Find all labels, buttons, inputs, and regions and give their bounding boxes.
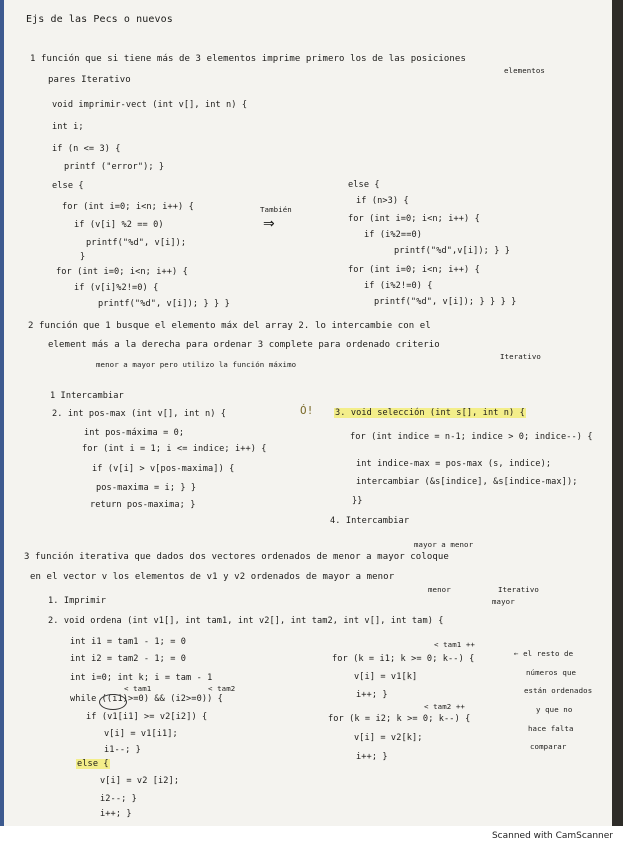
ex3-code-line: i1--; } [104, 745, 141, 755]
ex2-sel-code-line: intercambiar (&s[indice], &s[indice-max]); [356, 477, 578, 487]
ex2-statement-line-3: menor a mayor pero utilizo la función máximo [96, 360, 297, 369]
ex1-code-line: int i; [52, 122, 84, 132]
ex2-step-1: 1 Intercambiar [50, 391, 124, 401]
ex1-code-line: for (int i=0; i<n; i++) { [62, 202, 194, 212]
ex3-rest-code-line: for (k = i2; k >= 0; k--) { [328, 714, 471, 724]
ex2-code-line: for (int i = 1; i <= indice; i++) { [82, 444, 267, 454]
ex3-rest-code-line: for (k = i1; k >= 0; k--) { [332, 654, 475, 664]
ex3-code-line: i++; } [100, 809, 132, 819]
ex1-code-line: if (v[i]%2!=0) { [74, 283, 159, 293]
ex3-side-note: números que [526, 668, 577, 677]
ex3-side-note: hace falta [528, 724, 574, 733]
ex1-code-line: printf("%d", v[i]); [86, 238, 187, 248]
ex2-code-line: return pos-maxima; } [90, 500, 196, 510]
ex3-code-line: v[i] = v2 [i2]; [100, 776, 180, 786]
notebook-binding-edge [612, 0, 623, 826]
ex3-code-line: else { [77, 759, 109, 769]
ex1-note-elementos: elementos [504, 66, 545, 75]
ex2-sel-code-line: for (int indice = n-1; indice > 0; indice--) { [350, 432, 593, 442]
ex3-note-menor: menor [428, 585, 451, 594]
ex2-statement-line-1: 2 función que 1 busque el elemento máx del array 2. lo intercambie con el [28, 321, 431, 331]
ex3-code-line: while ((i1)>=0) && (i2>=0)) { [70, 694, 223, 704]
scanner-footer [0, 826, 623, 848]
ex2-iterativo-note: Iterativo [500, 352, 541, 361]
ex3-side-note: están ordenados [524, 686, 593, 695]
doodle-mark: Ó! [300, 404, 314, 417]
ex3-side-note: ← el resto de [514, 649, 574, 658]
ex3-statement-line-1: 3 función iterativa que dados dos vectores ordenados de menor a mayor coloque [24, 552, 449, 562]
ex1-code-line: for (int i=0; i<n; i++) { [56, 267, 188, 277]
ex1-alt-code-line: for (int i=0; i<n; i++) { [348, 265, 480, 275]
ex2-statement-line-2: element más a la derecha para ordenar 3 complete para ordenado criterio [48, 340, 440, 350]
ex1-code-line: if (v[i] %2 == 0) [74, 220, 164, 230]
ex3-code-line: int i2 = tam2 - 1; = 0 [70, 654, 187, 664]
ex3-rest-code-line: v[i] = v2[k]; [354, 733, 423, 743]
ex3-signature: 2. void ordena (int v1[], int tam1, int v2[], int tam2, int v[], int tam) { [48, 616, 444, 626]
ex3-code-line: v[i] = v1[i1]; [104, 729, 178, 739]
double-arrow-icon: ⇒ [263, 216, 275, 232]
ex1-code-line: printf("%d", v[i]); } } } [98, 299, 230, 309]
ex1-code-line: } [80, 252, 86, 262]
ex1-tambien-label: También [260, 205, 292, 214]
ex3-note-iterativo: Iterativo [498, 585, 539, 594]
ex1-alt-code-line: if (n>3) { [356, 196, 409, 206]
ex1-code-line: void imprimir-vect (int v[], int n) { [52, 100, 248, 110]
ex3-rest-code-line: i++; } [356, 752, 388, 762]
ex2-sel-code-line: int indice-max = pos-max (s, indice); [356, 459, 552, 469]
ex1-alt-code-line: if (i%2!=0) { [364, 281, 433, 291]
ex1-code-line: if (n <= 3) { [52, 144, 121, 154]
ex3-step-1: 1. Imprimir [48, 596, 107, 606]
ex1-alt-code-line: printf("%d",v[i]); } } [394, 246, 511, 256]
ex2-sel-code-line: }} [352, 496, 363, 506]
ex1-code-line: printf ("error"); } [64, 162, 165, 172]
ex3-side-note: comparar [530, 742, 567, 751]
ex1-alt-code-line: printf("%d", v[i]); } } } } [374, 297, 517, 307]
ex1-alt-code-line: if (i%2==0) [364, 230, 423, 240]
ex3-annotation: < tam1 [124, 684, 152, 693]
ex2-code-line: 2. int pos-max (int v[], int n) { [52, 409, 227, 419]
ex2-code-line: pos-maxima = i; } } [96, 483, 197, 493]
ex3-annotation: < tam2 ++ [424, 702, 465, 711]
ex3-side-note: y que no [536, 705, 573, 714]
ex1-alt-code-line: for (int i=0; i<n; i++) { [348, 214, 480, 224]
ex1-code-line: else { [52, 181, 84, 191]
ex3-code-line: int i=0; int k; i = tam - 1 [70, 673, 213, 683]
ex3-code-line: int i1 = tam1 - 1; = 0 [70, 637, 187, 647]
scanner-watermark-text: Scanned with CamScanner [491, 831, 613, 841]
ex3-annotation: < tam1 ++ [434, 640, 475, 649]
ex1-alt-code-line: else { [348, 180, 380, 190]
ex3-statement-line-2: en el vector v los elementos de v1 y v2 ordenados de mayor a menor [30, 572, 395, 582]
ex3-code-line: i2--; } [100, 794, 137, 804]
page-title: Ejs de las Pecs o nuevos [26, 14, 173, 25]
ex2-sel-code-line: 4. Intercambiar [330, 516, 410, 526]
ex3-rest-code-line: i++; } [356, 690, 388, 700]
ex1-statement-line-2: pares Iterativo [48, 75, 131, 85]
ex3-code-line: if (v1[i1] >= v2[i2]) { [86, 712, 208, 722]
ex1-statement-line-1: 1 función que si tiene más de 3 elementos imprime primero los de las posiciones [30, 54, 466, 64]
ex3-annotation: < tam2 [208, 684, 236, 693]
ex3-rest-code-line: v[i] = v1[k] [354, 672, 418, 682]
ex2-code-line: if (v[i] > v[pos-maxima]) { [92, 464, 235, 474]
ex3-note-mayor: mayor [492, 597, 515, 606]
circle-mark [99, 694, 127, 710]
ex2-sel-code-line: 3. void selección (int s[], int n) { [335, 408, 525, 418]
ex2-code-line: int pos-máxima = 0; [84, 428, 185, 438]
ex3-note-mayor-menor: mayor a menor [414, 540, 474, 549]
